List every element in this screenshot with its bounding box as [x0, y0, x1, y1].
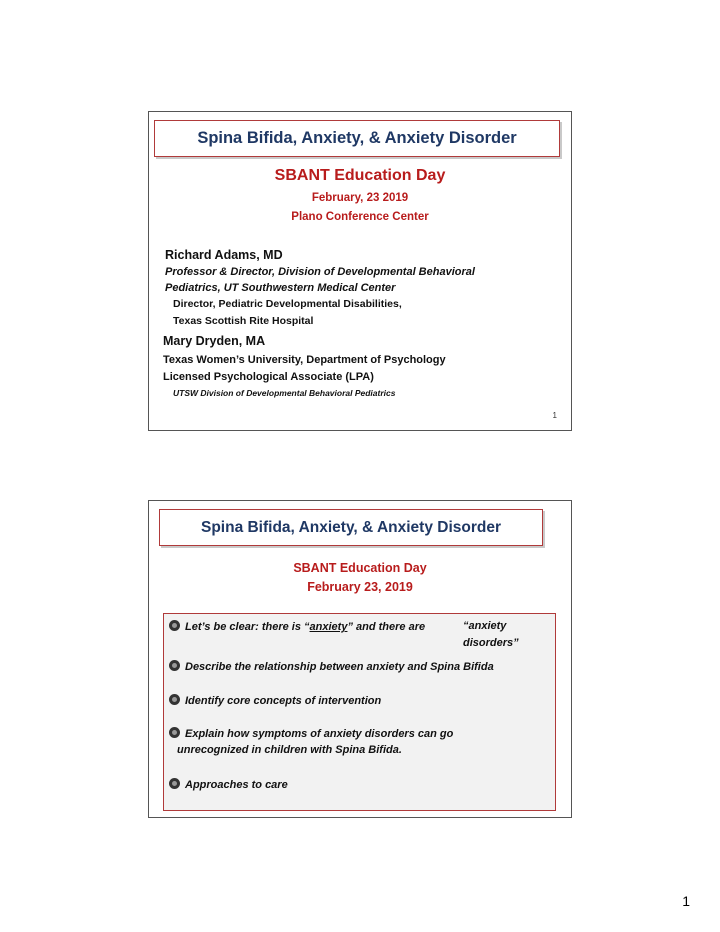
- bullet-2-text: Describe the relationship between anxiety and Spina Bifida: [185, 661, 494, 673]
- speaker-2-role-line-2: Licensed Psychological Associate (LPA): [163, 371, 374, 383]
- bullet-icon: [169, 694, 180, 705]
- bullet-5-text: Approaches to care: [185, 779, 288, 791]
- slide-2-date: February 23, 2019: [307, 580, 413, 594]
- slide-1: [148, 111, 572, 431]
- bullet-icon: [169, 620, 180, 631]
- slide-2: [148, 500, 572, 818]
- speaker-1-role-line-2: Pediatrics, UT Southwestern Medical Center: [165, 282, 396, 294]
- bullet-4-line-1: Explain how symptoms of anxiety disorders can go: [185, 728, 454, 740]
- speaker-1-name: Richard Adams, MD: [165, 248, 283, 262]
- bullet-item-5: [169, 778, 288, 791]
- speaker-2-name: Mary Dryden, MA: [163, 334, 266, 348]
- slide-1-venue: Plano Conference Center: [291, 211, 429, 223]
- bullet-1-middle: ” and there are: [347, 621, 426, 633]
- bullet-1-prefix: Let’s be clear: there is “: [185, 621, 310, 633]
- bullet-1-red-line-1: “anxiety: [463, 620, 507, 632]
- bullet-1-red-line-2: disorders”: [463, 637, 519, 649]
- bullet-icon: [169, 727, 180, 738]
- speaker-2-role-line-1: Texas Women’s University, Department of Psychology: [163, 354, 446, 366]
- speaker-1-role-line-1: Professor & Director, Division of Developmental Behavioral: [165, 266, 475, 278]
- slide-2-title: Spina Bifida, Anxiety, & Anxiety Disorder: [159, 509, 543, 546]
- bullet-item-4: [169, 727, 453, 740]
- bullet-item-2: [169, 660, 494, 673]
- bullet-1-underlined-word: anxiety: [309, 621, 348, 633]
- slide-1-title: Spina Bifida, Anxiety, & Anxiety Disorder: [154, 120, 560, 157]
- speaker-2-role-line-3: UTSW Division of Developmental Behavioral Pediatrics: [173, 388, 396, 398]
- speaker-1-role-line-3: Director, Pediatric Developmental Disabilities,: [173, 298, 402, 310]
- bullet-icon: [169, 778, 180, 789]
- bullet-panel: [163, 613, 556, 811]
- bullet-icon: [169, 660, 180, 671]
- slide-1-number: 1: [552, 411, 557, 420]
- slide-1-event: SBANT Education Day: [274, 167, 446, 184]
- bullet-4-line-2: unrecognized in children with Spina Bifida.: [177, 744, 402, 756]
- bullet-3-text: Identify core concepts of intervention: [185, 695, 382, 707]
- page-number: 1: [682, 893, 690, 909]
- bullet-item-3: [169, 694, 381, 707]
- slide-2-event: SBANT Education Day: [293, 561, 427, 575]
- speaker-1-role-line-4: Texas Scottish Rite Hospital: [173, 315, 314, 327]
- bullet-item-1: [169, 620, 425, 633]
- slide-1-date: February, 23 2019: [311, 192, 409, 204]
